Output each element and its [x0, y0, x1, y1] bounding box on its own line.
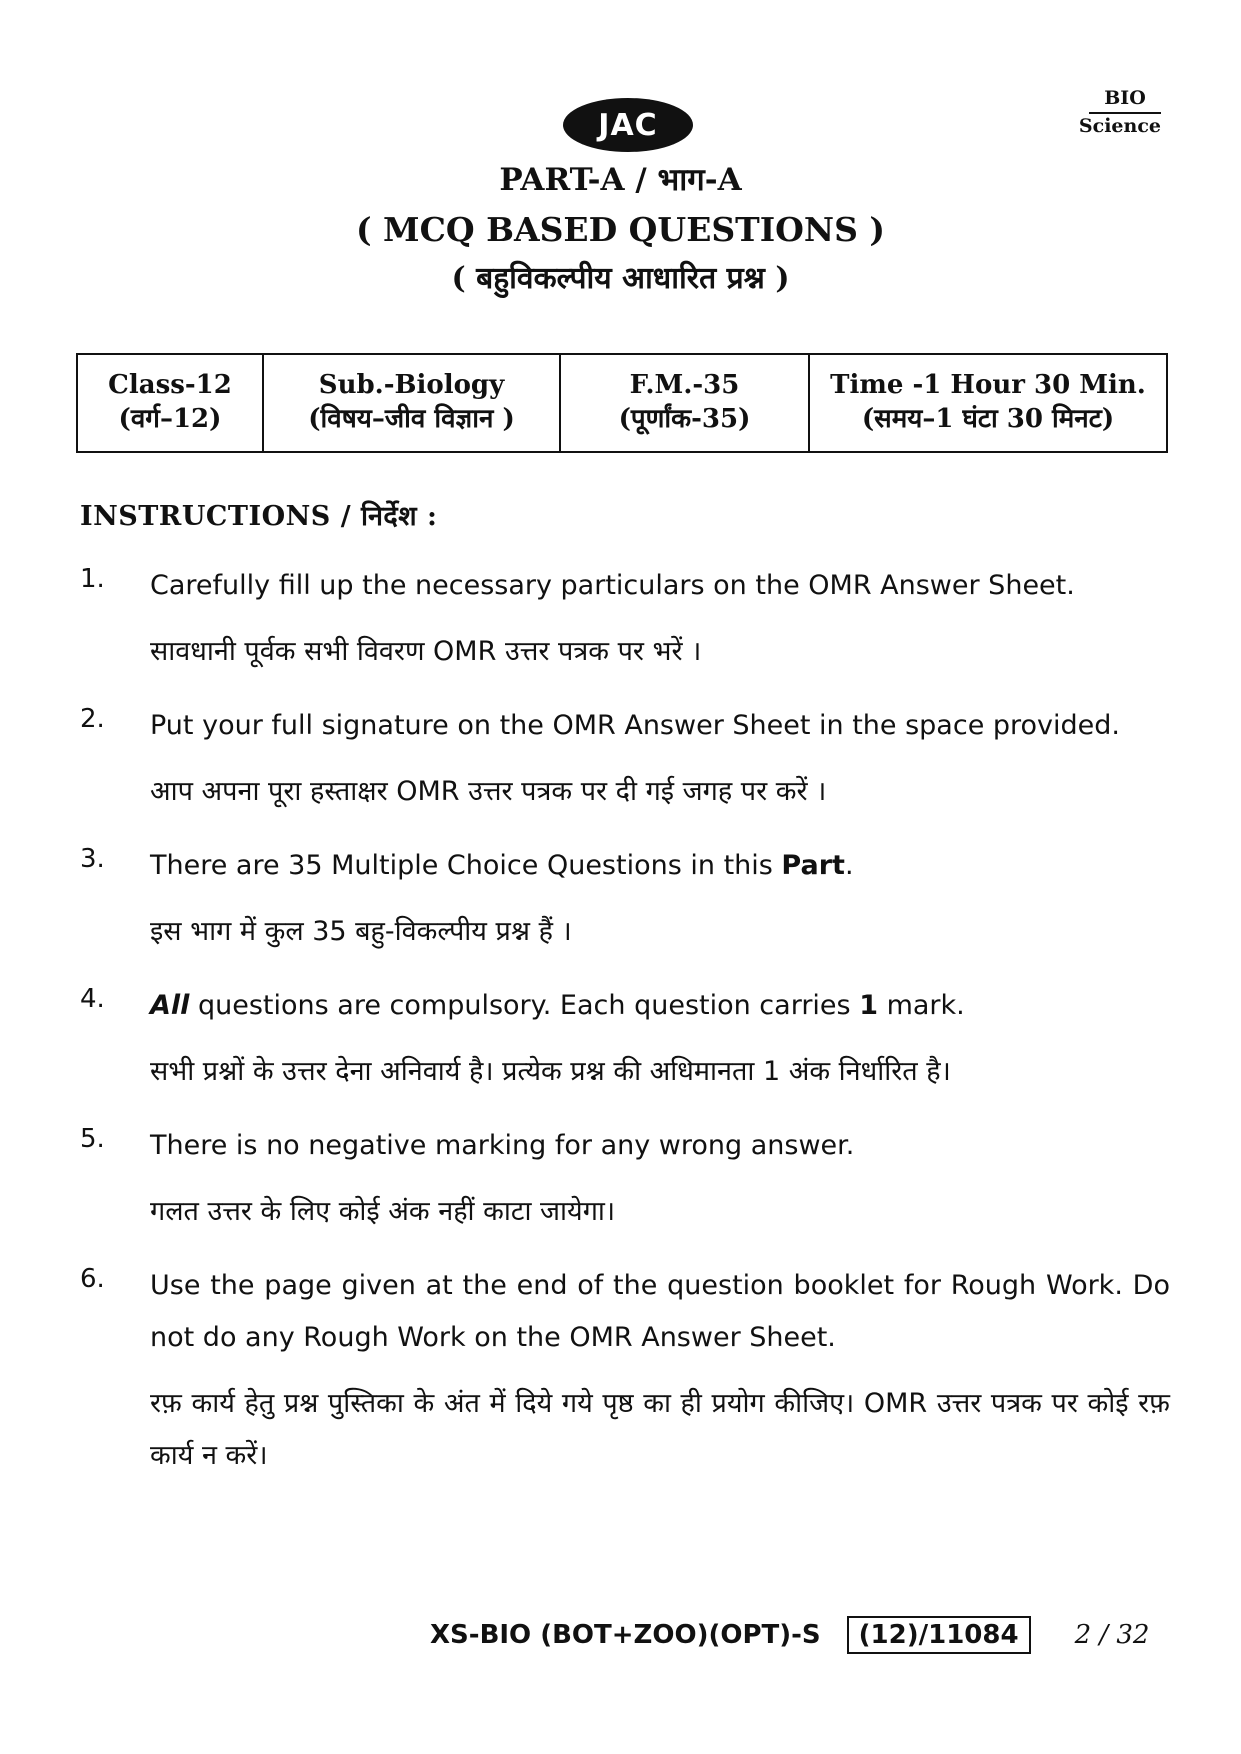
instruction-body	[150, 1260, 1170, 1482]
subject-tag-bottom: Science	[1078, 114, 1161, 137]
instruction-text-en: Put your full signature on the OMR Answer Sheet in the space provided.	[150, 710, 1121, 741]
instruction-text-en-bold: 1	[859, 990, 878, 1021]
marks-hi: (पूर्णांक-35)	[618, 404, 751, 434]
page-footer	[430, 1616, 1149, 1654]
class-en: Class-12	[108, 370, 232, 401]
instructions-heading: INSTRUCTIONS / निर्देश :	[80, 501, 438, 532]
subject-tag-top: BIO	[1089, 88, 1161, 114]
instruction-number: 4.	[80, 984, 105, 1014]
instruction-text-en-emphasis: All	[150, 990, 190, 1021]
instruction-body	[150, 980, 1170, 1098]
jac-logo	[563, 98, 693, 152]
instruction-text-hi: रफ़ कार्य हेतु प्रश्न पुस्तिका के अंत में दिये गये पृष्ठ का ही प्रयोग कीजिए। OMR उत्तर पत्रक पर कोई रफ़ कार्य न करें।	[150, 1388, 1170, 1471]
instruction-number: 5.	[80, 1124, 105, 1154]
class-hi: (वर्ग–12)	[118, 404, 222, 434]
class-cell	[78, 355, 264, 451]
instruction-number: 6.	[80, 1264, 105, 1294]
instruction-item	[80, 980, 1170, 1098]
subject-hi: (विषय–जीव विज्ञान )	[308, 404, 515, 434]
jac-logo-text: JAC	[598, 107, 658, 143]
instruction-body	[150, 560, 1170, 678]
subject-tag	[1079, 88, 1161, 138]
instruction-text-hi: आप अपना पूरा हस्ताक्षर OMR उत्तर पत्रक पर दी गई जगह पर करें ।	[150, 776, 827, 807]
instruction-item	[80, 1120, 1170, 1238]
instruction-item	[80, 1260, 1170, 1482]
instruction-text-hi: गलत उत्तर के लिए कोई अंक नहीं काटा जायेगा।	[150, 1196, 616, 1227]
instruction-number: 1.	[80, 564, 105, 594]
booklet-code-box: (12)/11084	[847, 1616, 1031, 1654]
subject-cell	[264, 355, 561, 451]
instruction-item	[80, 560, 1170, 678]
page-number: 2 / 32	[1074, 1620, 1150, 1650]
instruction-body	[150, 1120, 1170, 1238]
instruction-body	[150, 700, 1170, 818]
instruction-text-hi: सावधानी पूर्वक सभी विवरण OMR उत्तर पत्रक पर भरें ।	[150, 636, 702, 667]
part-title: PART-A / भाग-A	[499, 162, 742, 198]
instruction-text-en	[150, 850, 854, 881]
instruction-text-en-pre: There are 35 Multiple Choice Questions in this	[150, 850, 782, 881]
instruction-item	[80, 840, 1170, 958]
instruction-text-en-bold: Part	[781, 850, 845, 881]
exam-info-table	[76, 353, 1168, 453]
subject-en: Sub.-Biology	[318, 370, 505, 401]
marks-cell	[561, 355, 810, 451]
instruction-text-hi: सभी प्रश्नों के उत्तर देना अनिवार्य है। प्रत्येक प्रश्न की अधिमानता 1 अंक निर्धारित है।	[150, 1056, 951, 1087]
mcq-title: ( MCQ BASED QUESTIONS )	[355, 210, 886, 249]
time-cell	[810, 355, 1166, 451]
instruction-text-en-post: .	[844, 850, 854, 881]
instruction-text-hi: इस भाग में कुल 35 बहु-विकल्पीय प्रश्न हैं ।	[150, 916, 572, 947]
time-en: Time -1 Hour 30 Min.	[830, 370, 1146, 401]
instruction-item	[80, 700, 1170, 818]
instruction-text-en: There is no negative marking for any wrong answer.	[150, 1130, 855, 1161]
instruction-text-en: Use the page given at the end of the question booklet for Rough Work. Do not do any Rough Work on the OMR Answer Sheet.	[150, 1270, 1170, 1353]
instruction-number: 3.	[80, 844, 105, 874]
instruction-body	[150, 840, 1170, 958]
marks-en: F.M.-35	[629, 370, 740, 401]
instruction-text-en-mid: questions are compulsory. Each question carries	[189, 990, 860, 1021]
paper-code: XS-BIO (BOT+ZOO)(OPT)-S	[430, 1620, 821, 1650]
instruction-text-en-post: mark.	[877, 990, 965, 1021]
mcq-title-hindi: ( बहुविकल्पीय आधारित प्रश्न )	[451, 261, 790, 296]
instruction-text-en: Carefully fill up the necessary particulars on the OMR Answer Sheet.	[150, 570, 1075, 601]
instruction-number: 2.	[80, 704, 105, 734]
instruction-text-en	[150, 990, 965, 1021]
time-hi: (समय–1 घंटा 30 मिनट)	[861, 404, 1115, 434]
instructions-list	[80, 560, 1170, 1504]
